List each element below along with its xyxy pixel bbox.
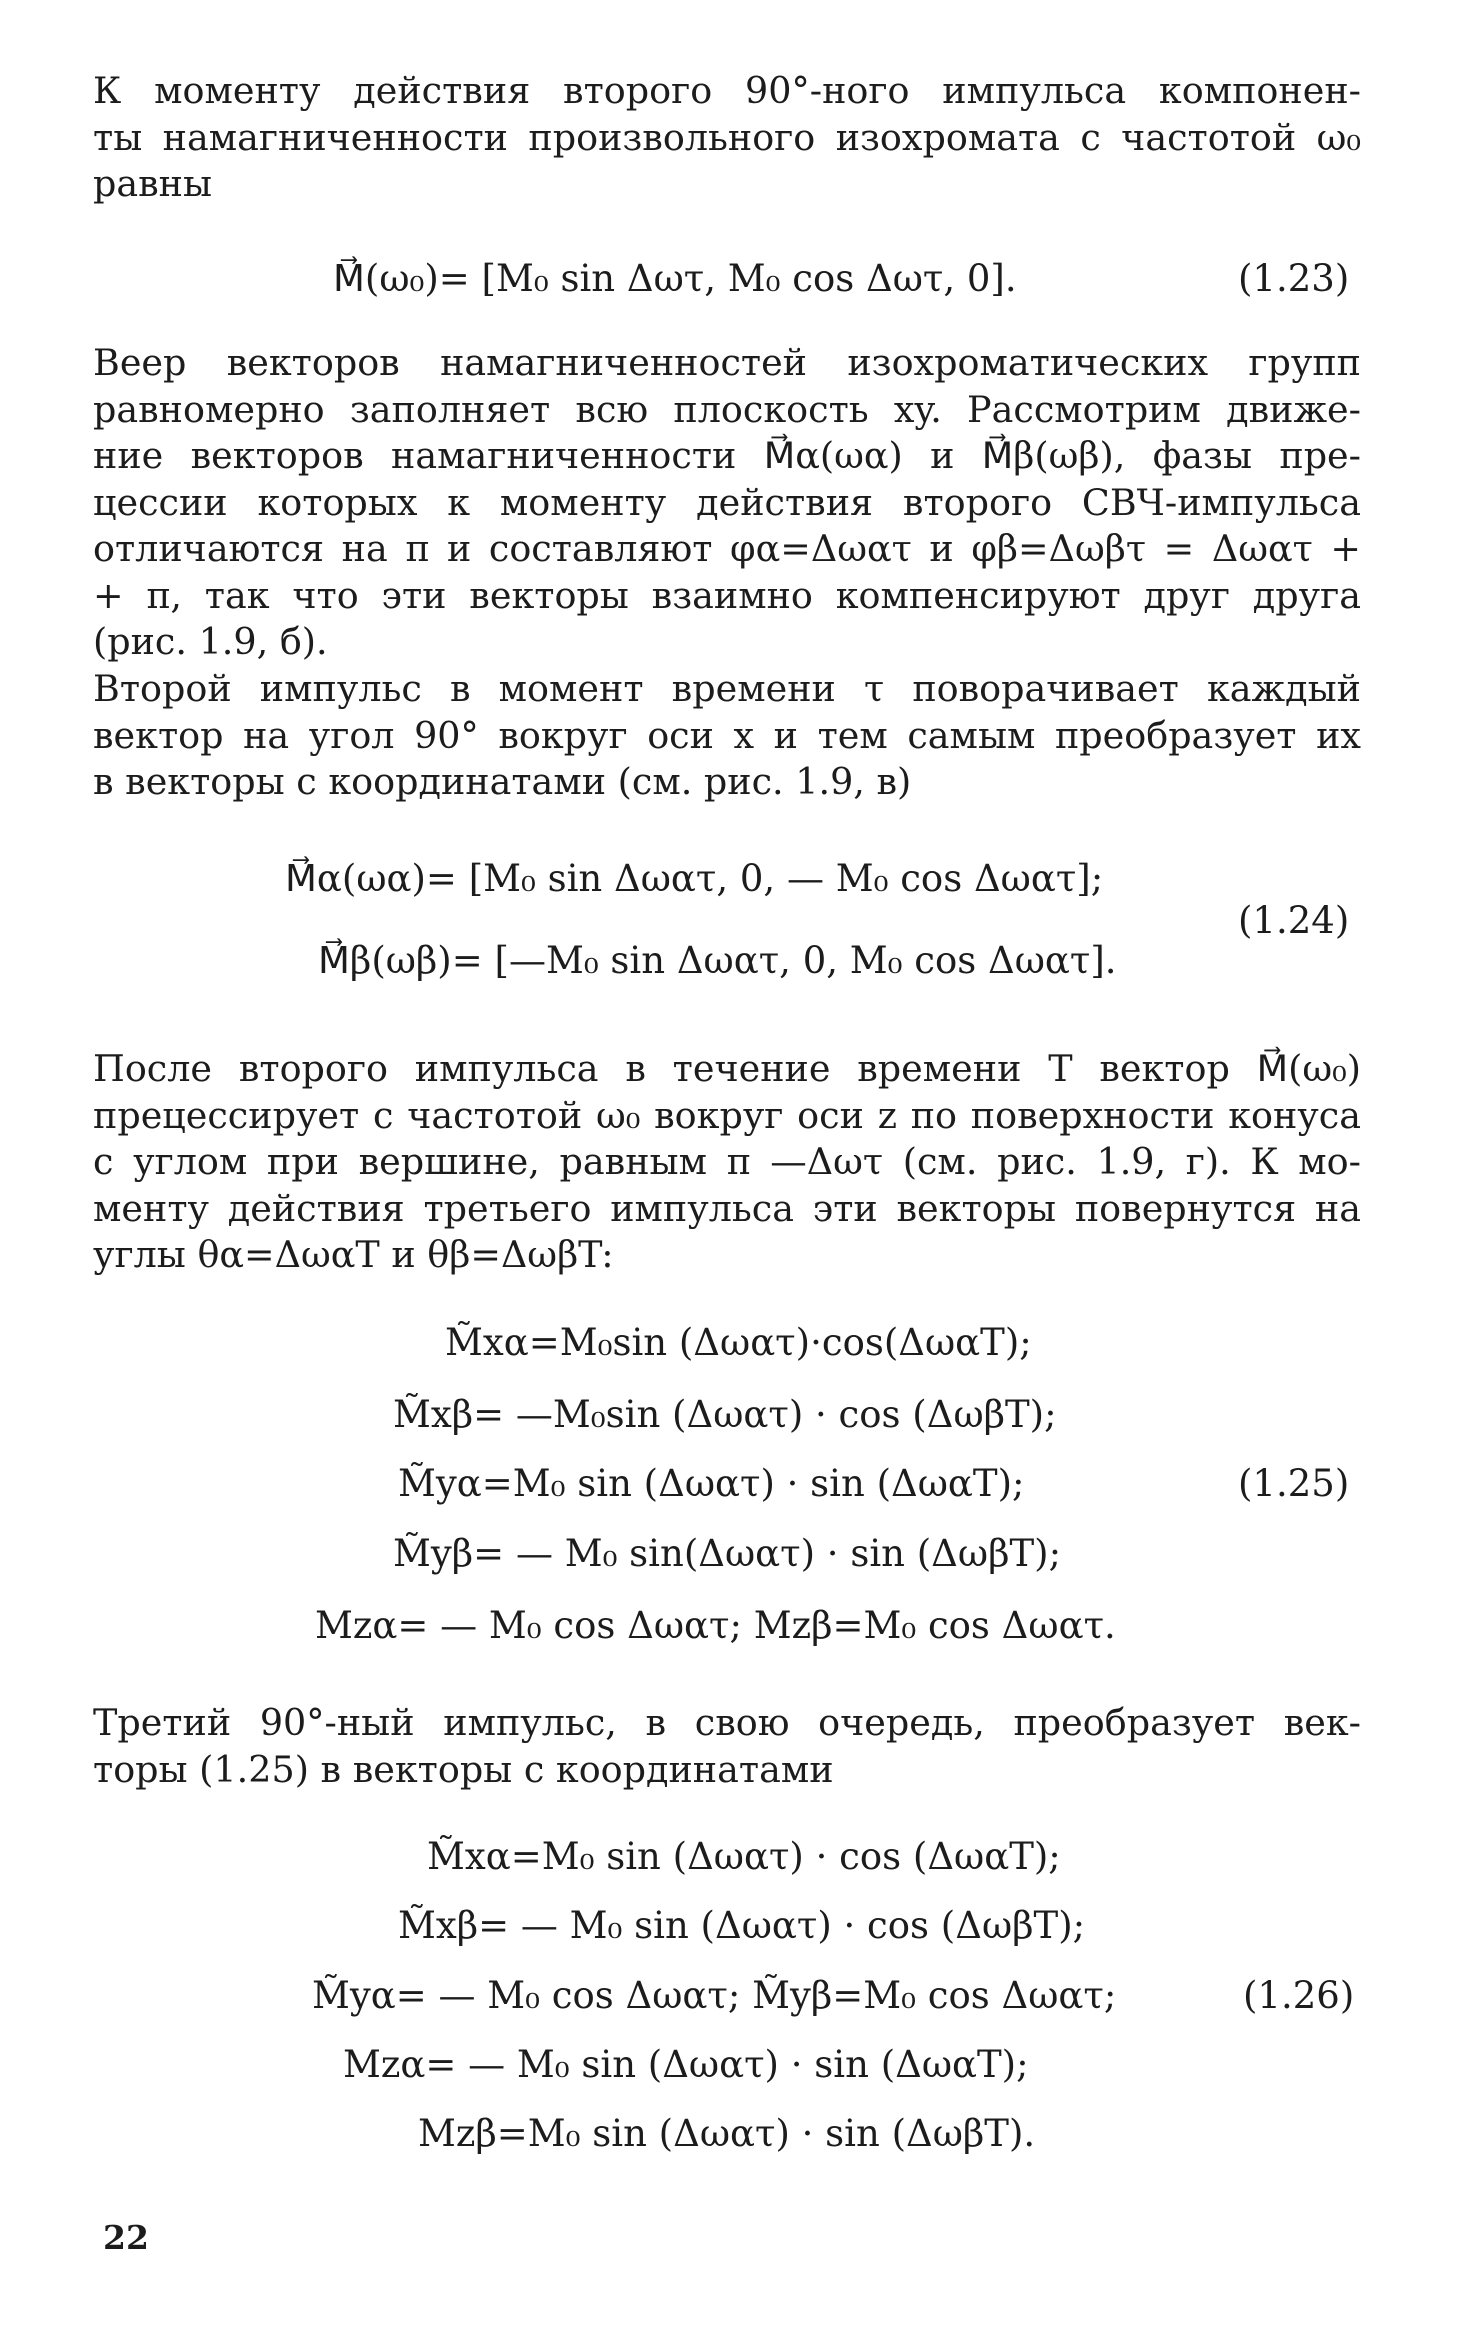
text-line: углы θα=ΔωαT и θβ=ΔωβT:	[93, 1233, 614, 1276]
text-line: + π, так что эти векторы взаимно компенсируют друг друга	[93, 573, 1361, 617]
equation-number: (1.25)	[1238, 1462, 1350, 1505]
equation-1-26-line-1: M̃xα=M₀ sin (Δωατ) · cos (ΔωαT);	[427, 1835, 1061, 1878]
text-line: (рис. 1.9, б).	[93, 620, 328, 663]
paragraph-4	[93, 1046, 1361, 1279]
text-line: равномерно заполняет всю плоскость xy. Рассмотрим движе-	[93, 387, 1361, 431]
paragraph-3	[93, 666, 1361, 806]
equation-1-25-line-2: M̃xβ= —M₀sin (Δωατ) · cos (ΔωβT);	[393, 1393, 1057, 1436]
text-line: менту действия третьего импульса эти векторы повернутся на	[93, 1186, 1361, 1230]
text-line: После второго импульса в течение времени T вектор M⃗(ω₀)	[93, 1047, 1361, 1090]
paragraph-5	[93, 1700, 1361, 1793]
equation-1-26-line-4: Mzα= — M₀ sin (Δωατ) · sin (ΔωαT);	[343, 2043, 1029, 2086]
equation-1-25-line-3: M̃yα=M₀ sin (Δωατ) · sin (ΔωαT);	[398, 1462, 1025, 1505]
text-line: равны	[93, 162, 213, 205]
text-line: торы (1.25) в векторы с координатами	[93, 1747, 834, 1791]
text-line: с углом при вершине, равным π —Δωτ (см. рис. 1.9, г). К мо-	[93, 1140, 1361, 1183]
equation-1-24-line-1: M⃗α(ωα)= [M₀ sin Δωατ, 0, — M₀ cos Δωατ];	[285, 857, 1104, 900]
paragraph-1	[93, 68, 1361, 208]
text-line: прецессирует с частотой ω₀ вокруг оси z по поверхности конуса	[93, 1093, 1361, 1137]
text-line: Третий 90°-ный импульс, в свою очередь, преобразует век-	[93, 1701, 1361, 1744]
equation-1-26-line-2: M̃xβ= — M₀ sin (Δωατ) · cos (ΔωβT);	[398, 1904, 1086, 1947]
equation-number: (1.24)	[1238, 899, 1350, 942]
equation-number: (1.23)	[1238, 257, 1350, 300]
equation-1-25-line-1: M̃xα=M₀sin (Δωατ)·cos(ΔωαT);	[445, 1321, 1032, 1364]
equation-number: (1.26)	[1243, 1974, 1355, 2017]
text-line: вектор на угол 90° вокруг оси x и тем самым преобразует их	[93, 713, 1361, 757]
text-line: К моменту действия второго 90°-ного импульса компонен-	[93, 69, 1361, 112]
paragraph-2	[93, 340, 1361, 666]
text-line: отличаются на π и составляют φα=Δωατ и φβ=Δωβτ = Δωατ +	[93, 527, 1361, 570]
text-line: цессии которых к моменту действия второго СВЧ-импульса	[93, 480, 1361, 524]
equation-1-23: M⃗(ω₀)= [M₀ sin Δωτ, M₀ cos Δωτ, 0].	[333, 257, 1017, 300]
equation-1-25-line-4: M̃yβ= — M₀ sin(Δωατ) · sin (ΔωβT);	[393, 1532, 1062, 1575]
page-number: 22	[103, 2218, 149, 2257]
text-line: Веер векторов намагниченностей изохроматических групп	[93, 341, 1361, 384]
equation-1-26-line-5: Mzβ=M₀ sin (Δωατ) · sin (ΔωβT).	[418, 2112, 1036, 2155]
text-line: ты намагниченности произвольного изохромата с частотой ω₀	[93, 115, 1361, 159]
text-line: в векторы с координатами (см. рис. 1.9, в)	[93, 760, 912, 803]
equation-1-24-line-2: M⃗β(ωβ)= [—M₀ sin Δωατ, 0, M₀ cos Δωατ].	[318, 939, 1117, 982]
equation-1-25-line-5: Mzα= — M₀ cos Δωατ; Mzβ=M₀ cos Δωατ.	[315, 1604, 1116, 1647]
text-line: ние векторов намагниченности M⃗α(ωα) и M⃗β(ωβ), фазы пре-	[93, 434, 1361, 477]
equation-1-26-line-3: M̃yα= — M₀ cos Δωατ; M̃yβ=M₀ cos Δωατ;	[312, 1974, 1117, 2017]
text-line: Второй импульс в момент времени τ поворачивает каждый	[93, 667, 1361, 710]
